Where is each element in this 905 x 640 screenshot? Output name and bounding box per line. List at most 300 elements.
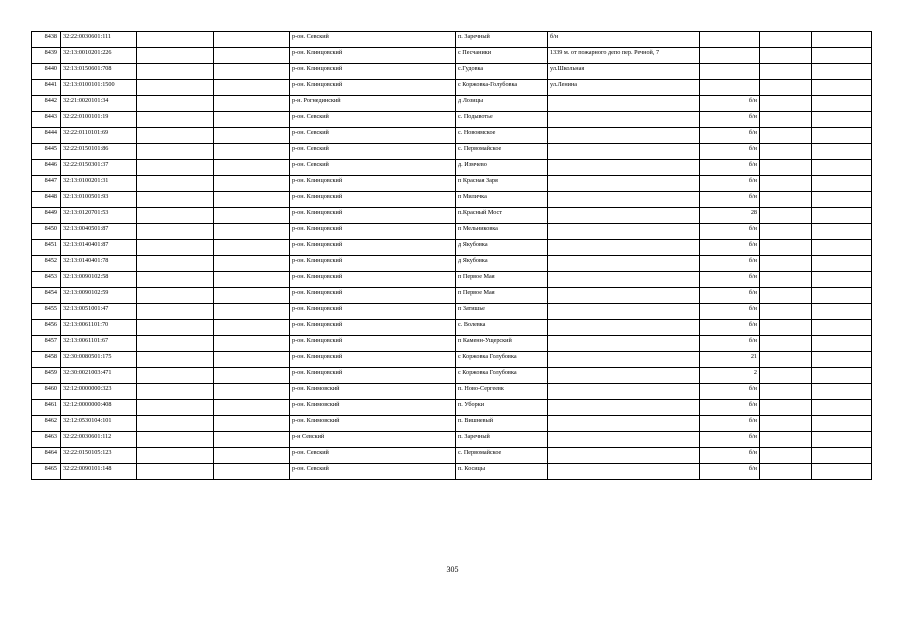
locality-cell: с Коржовка Голубовка	[456, 352, 548, 368]
house-number-cell: б/н	[700, 320, 760, 336]
address-cell	[548, 368, 700, 384]
empty-cell	[137, 80, 214, 96]
empty-cell	[760, 176, 812, 192]
empty-cell	[214, 144, 290, 160]
table-row	[32, 384, 872, 400]
empty-cell	[137, 448, 214, 464]
table-row	[32, 80, 872, 96]
row-number-cell: 8462	[32, 416, 61, 432]
address-cell: 1339 м. от пожарного депо пер. Речной, 7	[548, 48, 700, 64]
empty-cell	[214, 224, 290, 240]
district-cell: р-н Севский	[290, 432, 456, 448]
row-number-cell: 8439	[32, 48, 61, 64]
locality-cell: с.Гудовка	[456, 64, 548, 80]
house-number-cell: б/н	[700, 288, 760, 304]
empty-cell	[137, 48, 214, 64]
empty-cell	[760, 256, 812, 272]
house-number-cell	[700, 80, 760, 96]
row-number-cell: 8442	[32, 96, 61, 112]
empty-cell	[214, 416, 290, 432]
locality-cell: п Мельниковка	[456, 224, 548, 240]
cadastral-number-cell: 32:13:0040501:87	[61, 224, 137, 240]
empty-cell	[214, 352, 290, 368]
empty-cell	[760, 112, 812, 128]
house-number-cell: б/н	[700, 256, 760, 272]
table-row	[32, 448, 872, 464]
house-number-cell: б/н	[700, 432, 760, 448]
locality-cell: п Первое Мая	[456, 288, 548, 304]
district-cell: р-он. Севский	[290, 128, 456, 144]
table-row	[32, 224, 872, 240]
empty-cell	[760, 208, 812, 224]
cadastral-number-cell: 32:13:0010201:226	[61, 48, 137, 64]
address-cell	[548, 464, 700, 480]
row-number-cell: 8449	[32, 208, 61, 224]
address-cell: ул.Школьная	[548, 64, 700, 80]
empty-cell	[760, 64, 812, 80]
empty-cell	[137, 208, 214, 224]
district-cell: р-он. Клинцовский	[290, 352, 456, 368]
house-number-cell	[700, 48, 760, 64]
empty-cell	[214, 448, 290, 464]
locality-cell: с Песчаники	[456, 48, 548, 64]
address-cell	[548, 208, 700, 224]
empty-cell	[760, 48, 812, 64]
district-cell: р-он. Севский	[290, 32, 456, 48]
empty-cell	[214, 368, 290, 384]
row-number-cell: 8448	[32, 192, 61, 208]
locality-cell: д Якубовка	[456, 256, 548, 272]
empty-cell	[760, 320, 812, 336]
locality-cell: п. Ново-Сергеевк	[456, 384, 548, 400]
empty-cell	[760, 352, 812, 368]
house-number-cell: б/н	[700, 176, 760, 192]
empty-cell	[812, 192, 872, 208]
row-number-cell: 8446	[32, 160, 61, 176]
locality-cell: п. Вишневый	[456, 416, 548, 432]
district-cell: р-он. Севский	[290, 112, 456, 128]
empty-cell	[760, 32, 812, 48]
cadastral-number-cell: 32:13:0061101:70	[61, 320, 137, 336]
district-cell: р-он. Климовский	[290, 400, 456, 416]
cadastral-number-cell: 32:13:0100201:31	[61, 176, 137, 192]
locality-cell: с Коржовка Голубовка	[456, 368, 548, 384]
table-row	[32, 320, 872, 336]
cadastral-number-cell: 32:12:0530104:101	[61, 416, 137, 432]
address-cell	[548, 192, 700, 208]
house-number-cell: б/н	[700, 448, 760, 464]
register-table	[31, 31, 872, 480]
house-number-cell: б/н	[700, 272, 760, 288]
address-cell	[548, 96, 700, 112]
empty-cell	[214, 64, 290, 80]
table-row	[32, 352, 872, 368]
table-row	[32, 144, 872, 160]
empty-cell	[137, 384, 214, 400]
cadastral-number-cell: 32:12:0000000:408	[61, 400, 137, 416]
empty-cell	[812, 240, 872, 256]
empty-cell	[812, 160, 872, 176]
empty-cell	[137, 400, 214, 416]
district-cell: р-он. Клинцовский	[290, 64, 456, 80]
row-number-cell: 8459	[32, 368, 61, 384]
locality-cell: д. Измчево	[456, 160, 548, 176]
empty-cell	[137, 416, 214, 432]
row-number-cell: 8445	[32, 144, 61, 160]
row-number-cell: 8464	[32, 448, 61, 464]
empty-cell	[812, 400, 872, 416]
address-cell	[548, 288, 700, 304]
empty-cell	[137, 176, 214, 192]
house-number-cell: 21	[700, 352, 760, 368]
empty-cell	[760, 368, 812, 384]
address-cell	[548, 384, 700, 400]
house-number-cell: б/н	[700, 96, 760, 112]
empty-cell	[214, 48, 290, 64]
table-row	[32, 256, 872, 272]
house-number-cell: 28	[700, 208, 760, 224]
district-cell: р-он. Севский	[290, 464, 456, 480]
empty-cell	[214, 464, 290, 480]
empty-cell	[137, 144, 214, 160]
empty-cell	[812, 144, 872, 160]
empty-cell	[137, 96, 214, 112]
empty-cell	[812, 80, 872, 96]
table-row	[32, 464, 872, 480]
empty-cell	[137, 352, 214, 368]
address-cell	[548, 240, 700, 256]
row-number-cell: 8457	[32, 336, 61, 352]
address-cell	[548, 304, 700, 320]
empty-cell	[812, 448, 872, 464]
address-cell	[548, 400, 700, 416]
district-cell: р-он. Севский	[290, 160, 456, 176]
cadastral-number-cell: 32:13:0061101:67	[61, 336, 137, 352]
district-cell: р-он. Клинцовский	[290, 80, 456, 96]
cadastral-number-cell: 32:22:0100101:19	[61, 112, 137, 128]
cadastral-number-cell: 32:22:0030601:112	[61, 432, 137, 448]
cadastral-number-cell: 32:13:0100501:93	[61, 192, 137, 208]
address-cell: б/н	[548, 32, 700, 48]
row-number-cell: 8461	[32, 400, 61, 416]
district-cell: р-он. Клинцовский	[290, 272, 456, 288]
empty-cell	[812, 64, 872, 80]
empty-cell	[760, 144, 812, 160]
cadastral-number-cell: 32:13:0090102:58	[61, 272, 137, 288]
row-number-cell: 8465	[32, 464, 61, 480]
empty-cell	[137, 240, 214, 256]
locality-cell: п. Заречный	[456, 32, 548, 48]
table-body	[32, 32, 872, 480]
empty-cell	[137, 256, 214, 272]
row-number-cell: 8440	[32, 64, 61, 80]
cadastral-number-cell: 32:13:0051001:47	[61, 304, 137, 320]
address-cell	[548, 176, 700, 192]
locality-cell: п. Уборки	[456, 400, 548, 416]
house-number-cell: б/н	[700, 464, 760, 480]
empty-cell	[137, 160, 214, 176]
locality-cell: с. Первомайское	[456, 144, 548, 160]
house-number-cell: б/н	[700, 384, 760, 400]
empty-cell	[812, 320, 872, 336]
empty-cell	[760, 416, 812, 432]
empty-cell	[760, 96, 812, 112]
table-row	[32, 112, 872, 128]
address-cell: ул.Ленина	[548, 80, 700, 96]
empty-cell	[137, 32, 214, 48]
table-row	[32, 288, 872, 304]
cadastral-number-cell: 32:22:0110101:69	[61, 128, 137, 144]
empty-cell	[214, 400, 290, 416]
empty-cell	[812, 128, 872, 144]
empty-cell	[137, 128, 214, 144]
district-cell: р-он. Клинцовский	[290, 192, 456, 208]
locality-cell: с. Подывотье	[456, 112, 548, 128]
page-number: 305	[446, 565, 459, 574]
empty-cell	[812, 176, 872, 192]
address-cell	[548, 336, 700, 352]
cadastral-number-cell: 32:13:0120701:53	[61, 208, 137, 224]
empty-cell	[760, 160, 812, 176]
address-cell	[548, 224, 700, 240]
district-cell: р-он. Севский	[290, 448, 456, 464]
table-row	[32, 272, 872, 288]
empty-cell	[760, 288, 812, 304]
empty-cell	[137, 272, 214, 288]
district-cell: р-он. Клинцовский	[290, 224, 456, 240]
empty-cell	[760, 304, 812, 320]
cadastral-number-cell: 32:13:0090102:59	[61, 288, 137, 304]
row-number-cell: 8460	[32, 384, 61, 400]
empty-cell	[137, 320, 214, 336]
empty-cell	[812, 416, 872, 432]
row-number-cell: 8454	[32, 288, 61, 304]
cadastral-number-cell: 32:21:0020101:34	[61, 96, 137, 112]
locality-cell: п. Косицы	[456, 464, 548, 480]
empty-cell	[214, 128, 290, 144]
empty-cell	[760, 224, 812, 240]
district-cell: р-он. Клинцовский	[290, 256, 456, 272]
empty-cell	[812, 352, 872, 368]
district-cell: р-он. Клинцовский	[290, 208, 456, 224]
empty-cell	[812, 112, 872, 128]
district-cell: р-он. Клинцовский	[290, 368, 456, 384]
empty-cell	[812, 48, 872, 64]
empty-cell	[812, 384, 872, 400]
address-cell	[548, 448, 700, 464]
district-cell: р-он. Клинцовский	[290, 288, 456, 304]
district-cell: р-он. Клинцовский	[290, 240, 456, 256]
cadastral-number-cell: 32:22:0090101:148	[61, 464, 137, 480]
address-cell	[548, 160, 700, 176]
address-cell	[548, 416, 700, 432]
empty-cell	[214, 192, 290, 208]
locality-cell: с Коржовка-Голубовка	[456, 80, 548, 96]
cadastral-number-cell: 32:22:0150301:37	[61, 160, 137, 176]
address-cell	[548, 144, 700, 160]
empty-cell	[137, 192, 214, 208]
row-number-cell: 8452	[32, 256, 61, 272]
empty-cell	[137, 288, 214, 304]
row-number-cell: 8447	[32, 176, 61, 192]
empty-cell	[137, 336, 214, 352]
locality-cell: п Первое Мая	[456, 272, 548, 288]
empty-cell	[760, 432, 812, 448]
locality-cell: д Якубовка	[456, 240, 548, 256]
empty-cell	[137, 368, 214, 384]
empty-cell	[760, 464, 812, 480]
table-row	[32, 64, 872, 80]
row-number-cell: 8453	[32, 272, 61, 288]
cadastral-number-cell: 32:12:0000000:323	[61, 384, 137, 400]
empty-cell	[812, 208, 872, 224]
locality-cell: с. Новоямское	[456, 128, 548, 144]
house-number-cell	[700, 32, 760, 48]
row-number-cell: 8458	[32, 352, 61, 368]
house-number-cell: б/н	[700, 224, 760, 240]
cadastral-number-cell: 32:22:0150105:123	[61, 448, 137, 464]
address-cell	[548, 432, 700, 448]
empty-cell	[760, 128, 812, 144]
house-number-cell: б/н	[700, 240, 760, 256]
empty-cell	[137, 64, 214, 80]
district-cell: р-он. Клинцовский	[290, 176, 456, 192]
table-row	[32, 176, 872, 192]
table-row	[32, 336, 872, 352]
empty-cell	[214, 208, 290, 224]
row-number-cell: 8451	[32, 240, 61, 256]
empty-cell	[214, 432, 290, 448]
locality-cell: д Лозицы	[456, 96, 548, 112]
cadastral-number-cell: 32:13:0140401:87	[61, 240, 137, 256]
locality-cell: п Красная Заря	[456, 176, 548, 192]
district-cell: р-он. Севский	[290, 144, 456, 160]
empty-cell	[760, 400, 812, 416]
house-number-cell	[700, 64, 760, 80]
table-row	[32, 32, 872, 48]
empty-cell	[812, 272, 872, 288]
empty-cell	[760, 272, 812, 288]
empty-cell	[760, 336, 812, 352]
district-cell: р-он. Клинцовский	[290, 320, 456, 336]
empty-cell	[214, 288, 290, 304]
locality-cell: п Каменн-Ущерский	[456, 336, 548, 352]
table-row	[32, 128, 872, 144]
district-cell: р-он. Клинцовский	[290, 336, 456, 352]
empty-cell	[760, 240, 812, 256]
address-cell	[548, 272, 700, 288]
empty-cell	[137, 112, 214, 128]
locality-cell: п. Заречный	[456, 432, 548, 448]
row-number-cell: 8450	[32, 224, 61, 240]
empty-cell	[812, 304, 872, 320]
district-cell: р-он. Климовский	[290, 416, 456, 432]
empty-cell	[812, 224, 872, 240]
address-cell	[548, 112, 700, 128]
empty-cell	[214, 320, 290, 336]
empty-cell	[214, 32, 290, 48]
empty-cell	[214, 80, 290, 96]
cadastral-number-cell: 32:30:0080501:175	[61, 352, 137, 368]
cadastral-number-cell: 32:22:0150101:86	[61, 144, 137, 160]
table-row	[32, 400, 872, 416]
empty-cell	[760, 384, 812, 400]
empty-cell	[812, 96, 872, 112]
empty-cell	[214, 176, 290, 192]
district-cell: р-он. Климовский	[290, 384, 456, 400]
address-cell	[548, 320, 700, 336]
empty-cell	[812, 432, 872, 448]
district-cell: р-н. Рогнединский	[290, 96, 456, 112]
empty-cell	[214, 160, 290, 176]
empty-cell	[214, 336, 290, 352]
house-number-cell: б/н	[700, 144, 760, 160]
locality-cell: п Затишье	[456, 304, 548, 320]
house-number-cell: б/н	[700, 128, 760, 144]
cadastral-number-cell: 32:30:0021003:471	[61, 368, 137, 384]
row-number-cell: 8438	[32, 32, 61, 48]
table-row	[32, 208, 872, 224]
house-number-cell: б/н	[700, 112, 760, 128]
table-row	[32, 416, 872, 432]
empty-cell	[812, 256, 872, 272]
address-cell	[548, 128, 700, 144]
house-number-cell: б/н	[700, 160, 760, 176]
table-row	[32, 432, 872, 448]
empty-cell	[760, 192, 812, 208]
locality-cell: с. Волевка	[456, 320, 548, 336]
empty-cell	[812, 464, 872, 480]
district-cell: р-он. Клинцовский	[290, 48, 456, 64]
table-row	[32, 192, 872, 208]
empty-cell	[812, 32, 872, 48]
cadastral-number-cell: 32:13:0140401:78	[61, 256, 137, 272]
empty-cell	[214, 112, 290, 128]
empty-cell	[214, 256, 290, 272]
locality-cell: п Миличка	[456, 192, 548, 208]
empty-cell	[812, 368, 872, 384]
table-row	[32, 160, 872, 176]
house-number-cell: б/н	[700, 192, 760, 208]
locality-cell: п.Красный Мост	[456, 208, 548, 224]
empty-cell	[137, 224, 214, 240]
empty-cell	[760, 448, 812, 464]
empty-cell	[760, 80, 812, 96]
empty-cell	[137, 432, 214, 448]
table-row	[32, 48, 872, 64]
house-number-cell: б/н	[700, 336, 760, 352]
row-number-cell: 8441	[32, 80, 61, 96]
cadastral-number-cell: 32:22:0030601:111	[61, 32, 137, 48]
row-number-cell: 8463	[32, 432, 61, 448]
empty-cell	[137, 304, 214, 320]
empty-cell	[812, 288, 872, 304]
table-row	[32, 304, 872, 320]
cadastral-number-cell: 32:13:0100101:1500	[61, 80, 137, 96]
row-number-cell: 8444	[32, 128, 61, 144]
house-number-cell: б/н	[700, 416, 760, 432]
table-row	[32, 368, 872, 384]
house-number-cell: б/н	[700, 400, 760, 416]
house-number-cell: б/н	[700, 304, 760, 320]
cadastral-number-cell: 32:13:0150601:708	[61, 64, 137, 80]
address-cell	[548, 256, 700, 272]
empty-cell	[214, 384, 290, 400]
district-cell: р-он. Клинцовский	[290, 304, 456, 320]
empty-cell	[812, 336, 872, 352]
empty-cell	[214, 96, 290, 112]
empty-cell	[137, 464, 214, 480]
